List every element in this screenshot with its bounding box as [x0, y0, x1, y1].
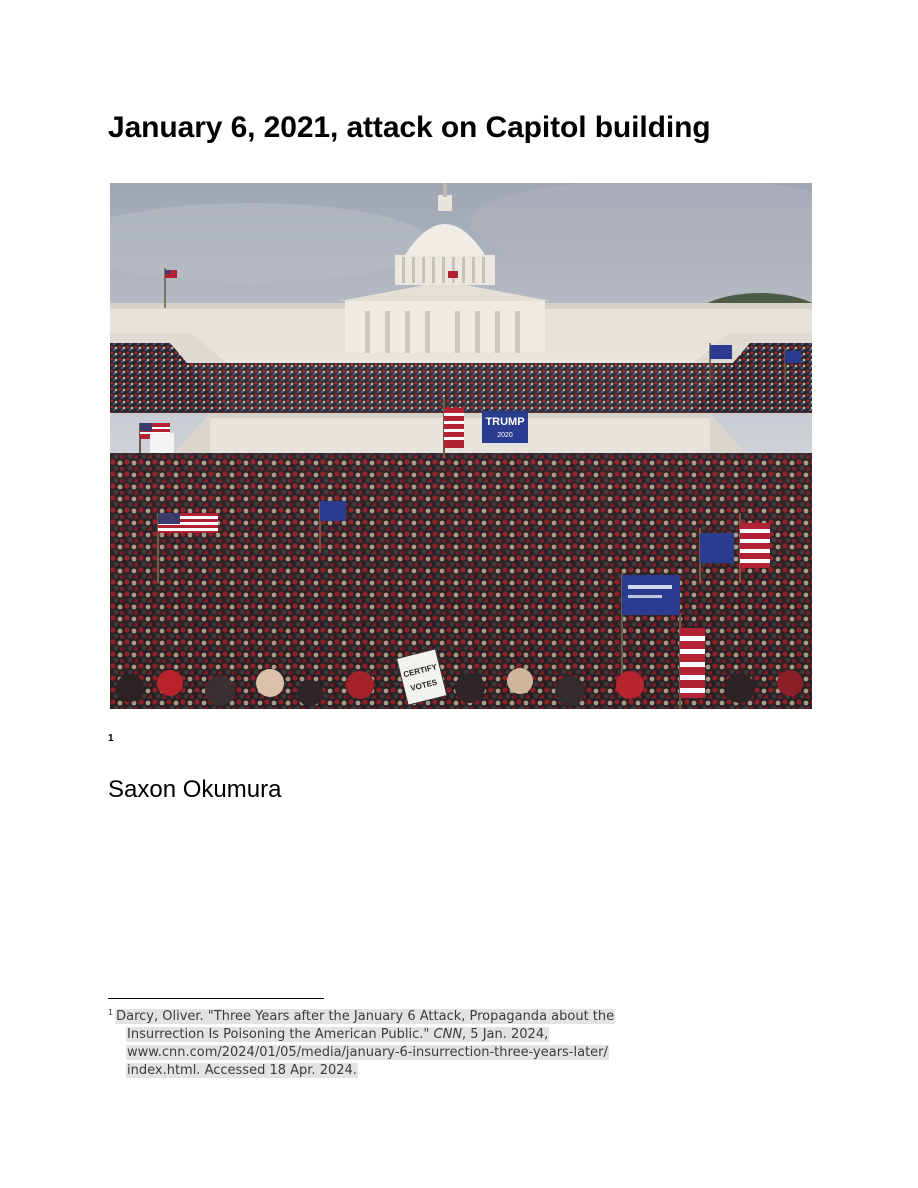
page-title: January 6, 2021, attack on Capitol building [108, 111, 711, 144]
trump-banner [482, 411, 528, 443]
footnote-line1-text: Darcy, Oliver. "Three Years after the January 6 Attack, Propaganda about the [116, 1009, 615, 1024]
footnote-separator [108, 998, 324, 999]
banner-subtext: 2020 [497, 432, 513, 439]
footnote-number: 1 [108, 1007, 114, 1017]
footnote [108, 1008, 628, 1080]
banner-text: TRUMP [485, 416, 525, 428]
author-name: Saxon Okumura [108, 776, 282, 803]
svg-text:CERTIFY: CERTIFY [402, 662, 438, 680]
footnote-url[interactable]: www.cnn.com/2024/01/05/media/january-6-insurrection-three-years-later/ [127, 1045, 608, 1060]
footnote-source-name: CNN [433, 1027, 463, 1042]
footnote-line-3 [108, 1044, 628, 1062]
footnote-reference-marker: 1 [108, 733, 114, 744]
footnote-access-date: index.html. Accessed 18 Apr. 2024. [127, 1063, 357, 1078]
footnote-line-4 [108, 1062, 628, 1080]
footnote-line-1 [108, 1008, 628, 1026]
footnote-line-2 [108, 1026, 628, 1044]
footnote-line2-text: Insurrection Is Poisoning the American Public." CNN, 5 Jan. 2024, [127, 1027, 549, 1042]
svg-text:VOTES: VOTES [409, 677, 439, 693]
capitol-crowd-photo [110, 183, 812, 709]
